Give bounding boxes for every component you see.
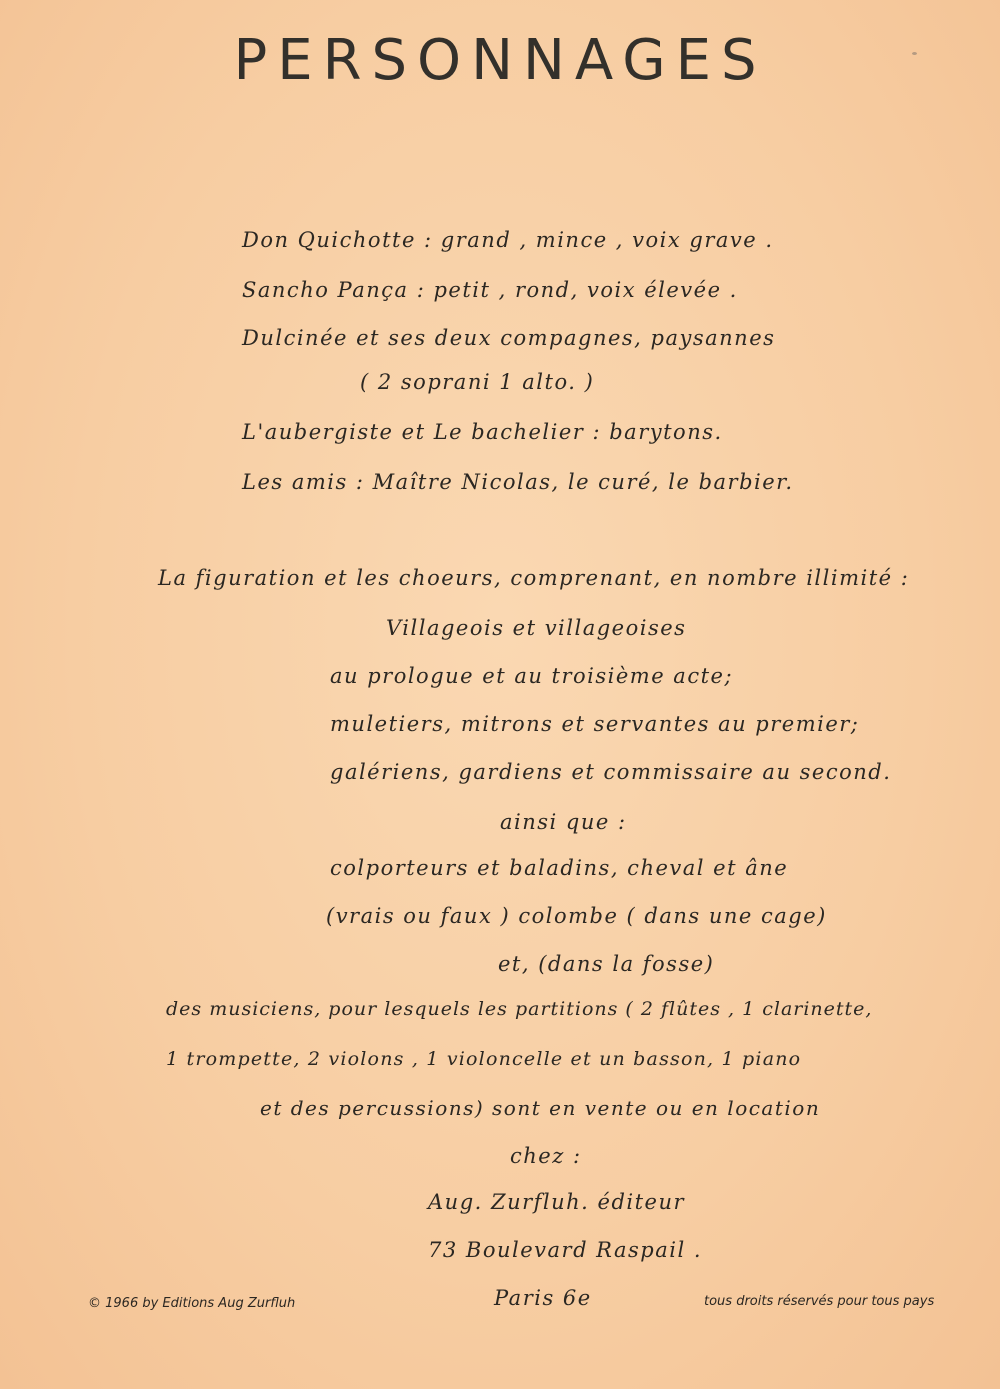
- figuration-colombe: (vrais ou faux ) colombe ( dans une cage): [326, 904, 827, 928]
- character-line-voices: ( 2 soprani 1 alto. ): [360, 370, 595, 394]
- figuration-ainsi-que: ainsi que :: [500, 810, 627, 834]
- figuration-second: galériens, gardiens et commissaire au second.: [330, 760, 892, 784]
- figuration-chez: chez :: [510, 1144, 582, 1168]
- figuration-fosse: et, (dans la fosse): [498, 952, 715, 976]
- figuration-vente: et des percussions) sont en vente ou en location: [260, 1096, 821, 1120]
- figuration-intro: La figuration et les choeurs, comprenant, en nombre illimité :: [158, 566, 910, 590]
- character-line-don-quichotte: Don Quichotte : grand , mince , voix grave .: [242, 228, 774, 252]
- character-line-aubergiste: L'aubergiste et Le bachelier : barytons.: [242, 420, 723, 444]
- character-line-dulcinee: Dulcinée et ses deux compagnes, paysannes: [242, 326, 776, 350]
- figuration-premier: muletiers, mitrons et servantes au premier;: [330, 712, 860, 736]
- publisher-name: Aug. Zurfluh. éditeur: [428, 1190, 686, 1214]
- character-line-amis: Les amis : Maître Nicolas, le curé, le barbier.: [242, 470, 794, 494]
- copyright-notice: © 1966 by Editions Aug Zurfluh: [88, 1296, 296, 1311]
- figuration-villageois: Villageois et villageoises: [386, 616, 687, 640]
- publisher-city: Paris 6e: [494, 1286, 592, 1310]
- figuration-colporteurs: colporteurs et baladins, cheval et âne: [330, 856, 789, 880]
- figuration-prologue: au prologue et au troisième acte;: [330, 664, 734, 688]
- figuration-instruments: 1 trompette, 2 violons , 1 violoncelle et un basson, 1 piano: [166, 1048, 802, 1070]
- rights-notice: tous droits réservés pour tous pays: [704, 1294, 935, 1309]
- character-line-sancho: Sancho Pança : petit , rond, voix élevée .: [242, 278, 738, 302]
- publisher-address: 73 Boulevard Raspail .: [428, 1238, 703, 1262]
- page-title: PERSONNAGES: [233, 28, 767, 93]
- figuration-musiciens: des musiciens, pour lesquels les partitions ( 2 flûtes , 1 clarinette,: [166, 998, 873, 1020]
